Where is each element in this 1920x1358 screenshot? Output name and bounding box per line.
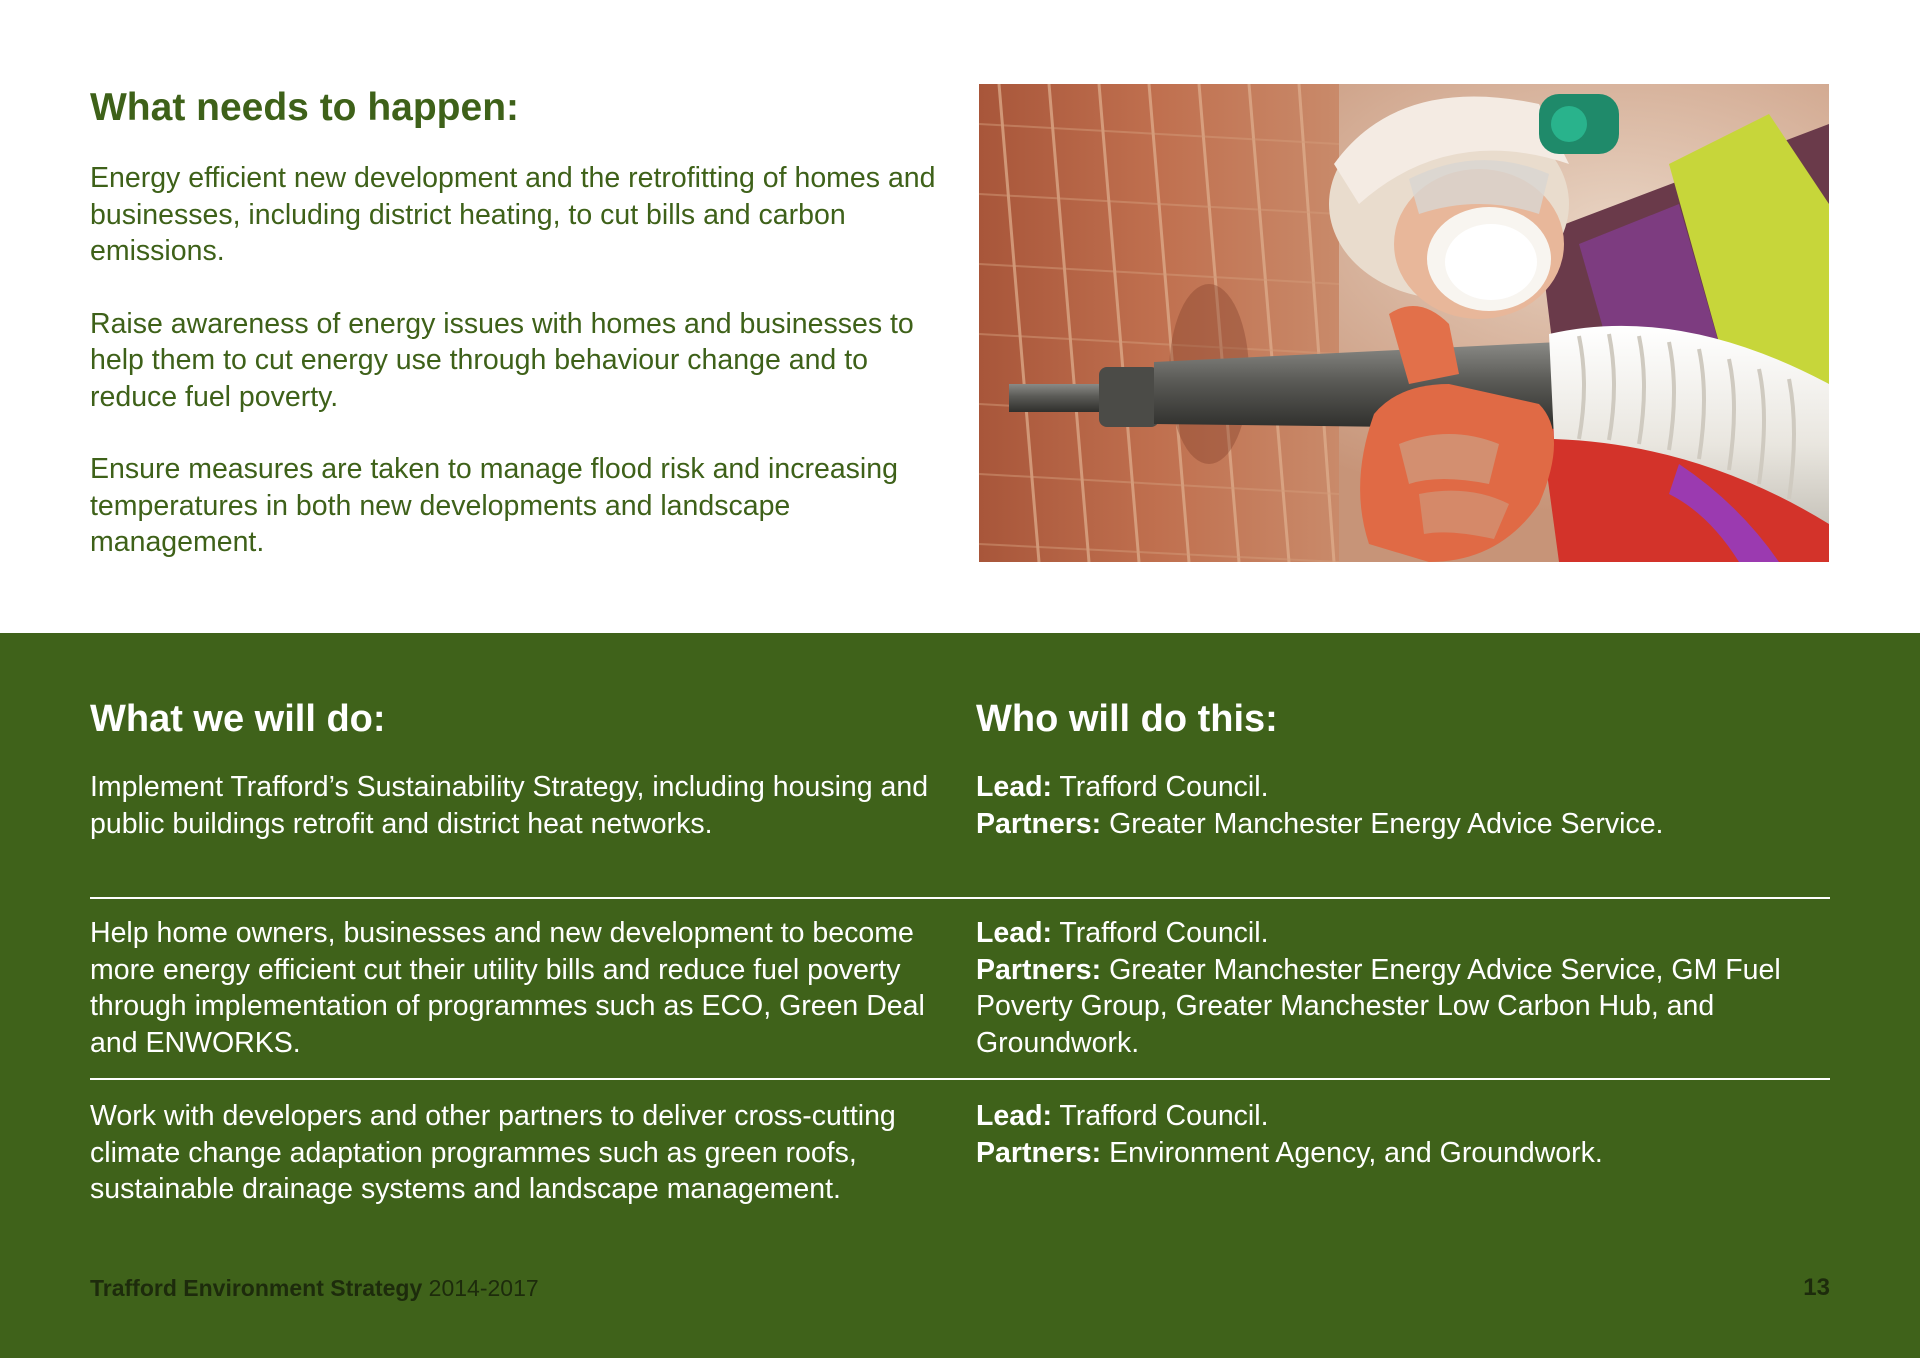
top-section [0,0,1920,633]
what-needs-to-happen-heading: What needs to happen: [90,86,519,129]
lead-label: Lead: [976,1100,1053,1132]
action-responsibility [976,915,1796,1061]
lead-label: Lead: [976,917,1053,949]
action-description: Work with developers and other partners to deliver cross-cutting climate change adaptation programmes such as green roofs, sustainable drainage systems and landscape management. [90,1100,896,1205]
needs-paragraph: Energy efficient new development and the retrofitting of homes and businesses, including district heating, to cut bills and carbon emissions. [90,162,936,267]
insulation-worker-photo [979,84,1829,562]
lead-value: Trafford Council. [1059,1100,1269,1132]
partners-label: Partners: [976,807,1102,840]
action-description: Help home owners, businesses and new development to become more energy efficient cut their utility bills and reduce fuel poverty through implementation of programmes such as ECO, Green Deal and ENWORKS. [90,917,925,1059]
action-description: Implement Trafford’s Sustainability Strategy, including housing and public buildings retrofit and district heat networks. [90,771,929,840]
needs-paragraph: Raise awareness of energy issues with homes and businesses to help them to cut energy use through behaviour change and to reduce fuel poverty. [90,307,914,413]
who-will-do-this-heading: Who will do this: [976,698,1278,740]
partners-label: Partners: [976,953,1102,986]
needs-paragraph: Ensure measures are taken to manage flood risk and increasing temperatures in both new developments and landscape management. [90,453,898,558]
partners-value: Greater Manchester Energy Advice Service. [1109,807,1664,840]
needs-text-block [90,160,950,597]
what-we-will-do-heading: What we will do: [90,698,386,740]
lead-value: Trafford Council. [1059,771,1269,803]
page-number: 13 [1803,1274,1830,1301]
actions-section [0,633,1920,1358]
footer-title: Trafford Environment Strategy [90,1275,423,1301]
partners-value: Greater Manchester Energy Advice Service, GM Fuel Poverty Group, Greater Manchester Low Carbon Hub, and Groundwork. [976,953,1781,1059]
action-responsibility [976,769,1796,842]
lead-label: Lead: [976,771,1053,803]
footer-document-title [90,1273,539,1303]
partners-label: Partners: [976,1136,1102,1169]
partners-value: Environment Agency, and Groundwork. [1109,1136,1603,1169]
lead-value: Trafford Council. [1059,917,1269,949]
row-divider [90,897,1830,899]
action-responsibility [976,1098,1796,1171]
row-divider [90,1078,1830,1080]
footer-years: 2014-2017 [428,1275,539,1301]
